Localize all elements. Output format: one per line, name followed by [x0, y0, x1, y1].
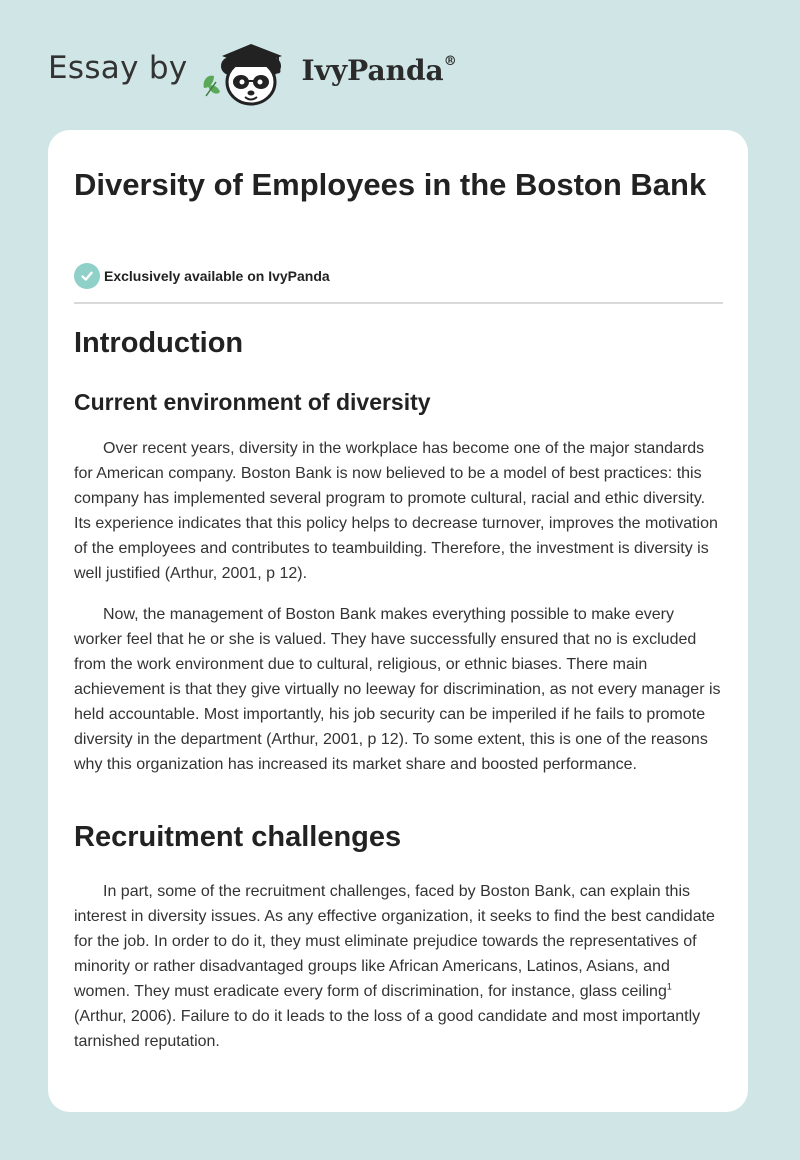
- paragraph-3: In part, some of the recruitment challenges, faced by Boston Bank, can explain this interest in diversity issues. As any effective organization, it seeks to find the best candidate for the job. In order to do it, they must eliminate prejudice towards the representatives of minority or rather disadvantaged groups like African Americans, Latinos, Asians, and women. They must eradicate every form of discrimination, for instance, glass ceiling$^1$ (Arthur, 2006). Failure to do it leads to the loss of a good candidate and most importantly tarnished reputation.: [74, 883, 715, 1050]
- registered-mark: ®: [443, 54, 457, 70]
- exclusive-badge-text: Exclusively available on IvyPanda: [104, 268, 330, 284]
- brand-header[interactable]: [48, 36, 457, 108]
- paragraph-1: Over recent years, diversity in the workplace has become one of the major standards for American company. Boston Bank is now believed to be a model of best practices: this company has implemented several program to promote cultural, racial and ethic diversity. Its experience indicates that this policy helps to decrease turnover, improves the motivation of the employees and contributes to teambuilding. Therefore, the investment is diversity is well justified (Arthur, 2001, p 12).: [74, 440, 718, 582]
- page-title: Diversity of Employees in the Boston Bank: [74, 167, 707, 202]
- article-card: [48, 130, 748, 1112]
- footnote-ref[interactable]: 1: [666, 981, 672, 992]
- exclusive-badge: [74, 263, 330, 289]
- brand-name: IvyPanda®: [301, 53, 457, 87]
- checkmark-icon: [74, 263, 100, 289]
- current-environment-heading: Current environment of diversity: [74, 389, 431, 415]
- panda-graduate-icon: [200, 36, 296, 108]
- paragraph-2: Now, the management of Boston Bank makes everything possible to make every worker feel that he or she is valued. They have successfully ensured that no is excluded from the work environment due to cultural, religious, or ethnic biases. There main achievement is that they give virtually no leeway for discrimination, as not every manager is held accountable. Most importantly, his job security can be imperiled if he fails to promote diversity in the department (Arthur, 2001, p 12). To some extent, this is one of the reasons why this organization has increased its market share and boosted performance.: [74, 606, 721, 773]
- divider: [74, 302, 723, 304]
- brand-prefix: Essay by: [48, 50, 188, 86]
- introduction-heading: Introduction: [74, 327, 244, 359]
- recruitment-heading: Recruitment challenges: [74, 821, 402, 853]
